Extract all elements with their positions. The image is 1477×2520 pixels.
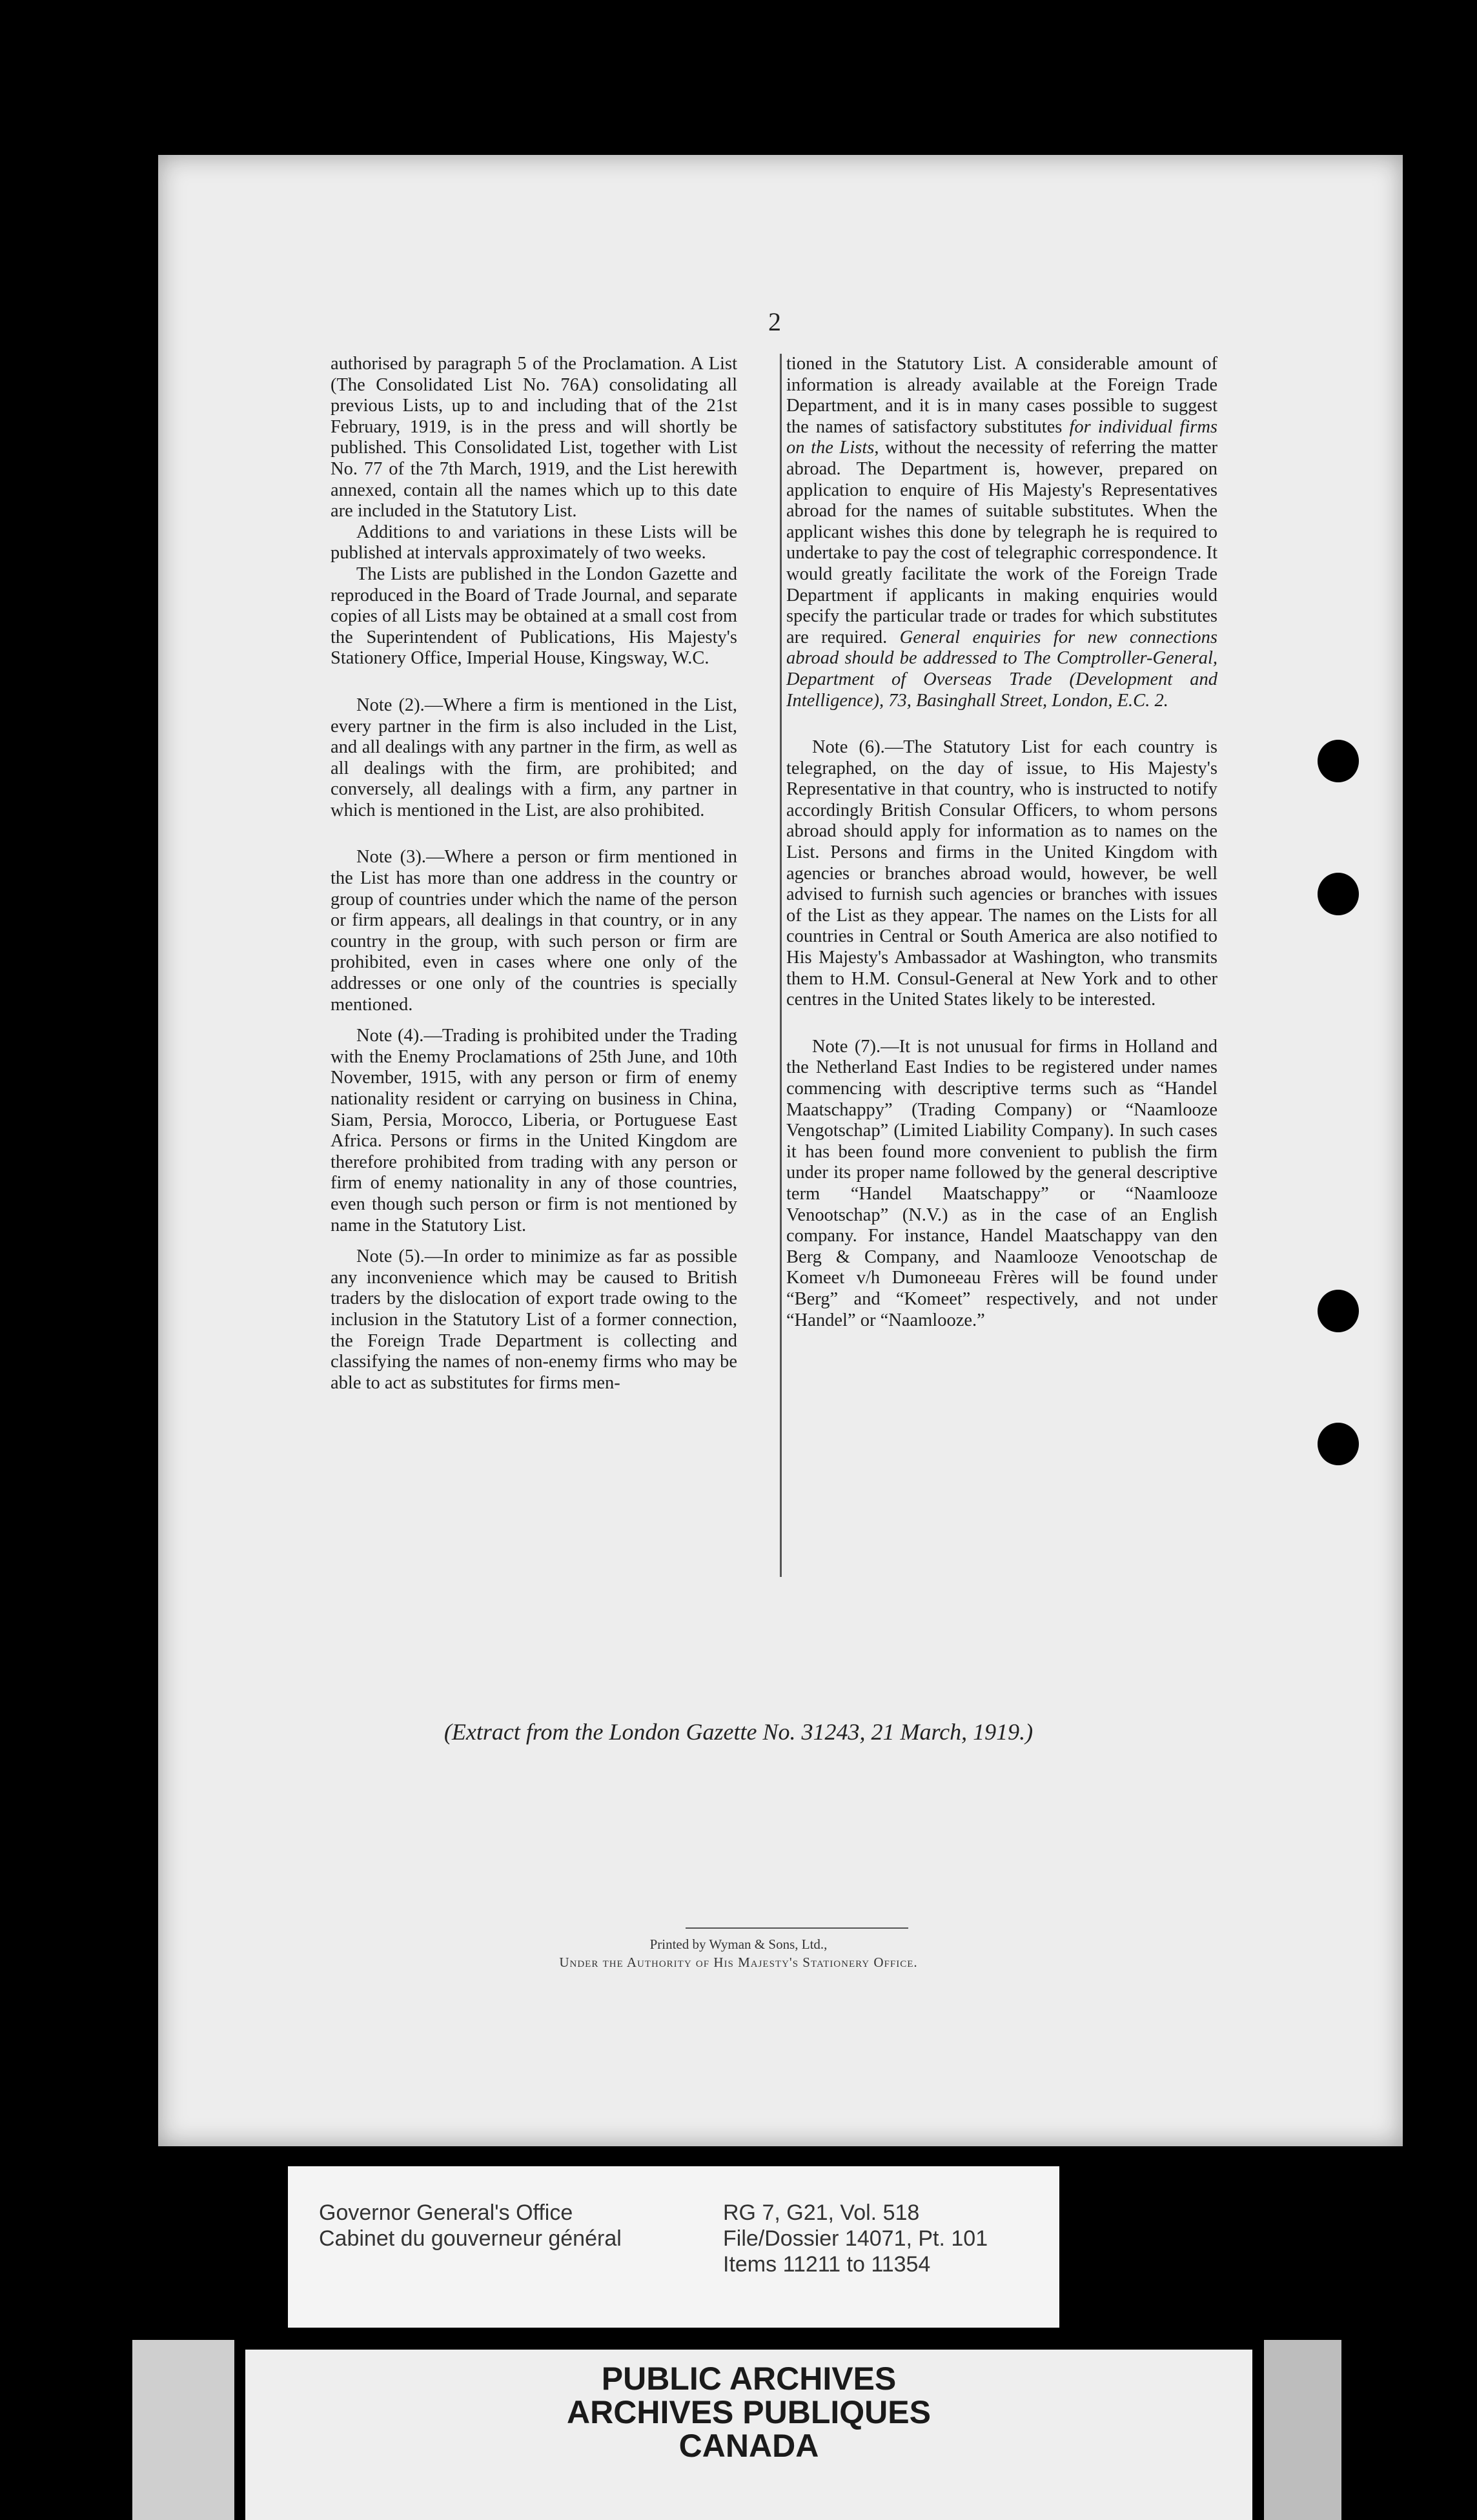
archive-office: [319, 2200, 622, 2251]
note-3: Note (3).—Where a person or firm mentioned in the List has more than one address in the country or group of countries under which the name of the person or firm appears, all dealings in that country, or in any country in the group, with such person or firm are prohibited, even in cases where one only of the addresses or one only of the countries is specially mentioned.: [331, 847, 737, 1015]
note-7: Note (7).—It is not unusual for firms in Holland and the Netherland East Indies to be registered under names commencing with descriptive terms such as “Handel Maatschappy” (Trading Company) or “Naamlooze Vengotschap” (Limited Liability Company). In such cases it has been found more convenient to publish the firm under its proper name followed by the general descriptive term “Handel Maatschappy” or “Naamlooze Venootschap” (N.V.) as in the case of an English company. For instance, Handel Maatschappy van den Berg & Company, and Naamlooze Venootschap de Komeet v/h Dumoneeau Frères will be found under “Berg” and “Komeet” respectively, and not under “Handel” or “Naamlooze.”: [786, 1036, 1217, 1330]
printer-line-1: Printed by Wyman & Sons, Ltd.,: [649, 1936, 828, 1952]
page-number: 2: [768, 307, 781, 336]
paragraph-substitutes: [786, 354, 1217, 711]
paragraph-lists-published: The Lists are published in the London Gazette and reproduced in the Board of Trade Journal, and separate copies of all Lists may be obtained at a small cost from the Superintendent of Publications, His Majesty's Stationery Office, Imperial House, Kingsway, W.C.: [331, 564, 737, 669]
substitutes-italic: for individual firms on the Lists: [786, 416, 1218, 458]
archive-reference: [723, 2200, 988, 2277]
gazette-extract-line: (Extract from the London Gazette No. 31243, 21 March, 1919.): [443, 1719, 1034, 1745]
note-5: Note (5).—In order to minimize as far as possible any inconvenience which may be caused to British traders by the dislocation of export trade owing to the inclusion in the Statutory List of a former connection, the Foreign Trade Department is collecting and classifying the names of non-enemy firms who may be able to act as substitutes for firms men-: [331, 1246, 737, 1393]
film-margin-left: [132, 2340, 234, 2520]
stamp-line-1: PUBLIC ARCHIVES: [601, 2361, 897, 2397]
items-range: Items 11211 to 11354: [723, 2252, 931, 2277]
left-column: [331, 354, 737, 1394]
note-6: Note (6).—The Statutory List for each country is telegraphed, on the day of issue, to His Majesty's Representative in that country, who is instructed to notify accordingly British Consular Officers, to whom persons abroad should apply for information as to names on the List. Persons and firms in the United Kingdom with agencies or branches abroad would, however, be well advised to furnish such agencies or branches with issues of the List as they appear. The names on the Lists for all countries in Central or South America are also notified to His Majesty's Ambassador at Washington, who transmits them to H.M. Consul-General at New York and to other centres in the United States likely to be interested.: [786, 737, 1217, 1010]
archive-reference-tag: [288, 2166, 1059, 2328]
office-french: Cabinet du gouverneur général: [319, 2226, 622, 2251]
right-column: [786, 354, 1217, 1331]
stamp-line-3: CANADA: [678, 2428, 819, 2464]
punch-hole: [1318, 1423, 1359, 1465]
record-group: RG 7, G21, Vol. 518: [723, 2200, 920, 2225]
punch-hole: [1318, 873, 1359, 915]
note-2: Note (2).—Where a firm is mentioned in the List, every partner in the firm is also included in the List, and all dealings with any partner in the firm, as well as all dealings with the firm, are prohibited; and conversely, all dealings with a firm, any partner in which is mentioned in the List, are also prohibited.: [331, 695, 737, 820]
office-english: Governor General's Office: [319, 2200, 573, 2225]
file-dossier: File/Dossier 14071, Pt. 101: [723, 2226, 988, 2251]
punch-hole: [1318, 740, 1359, 782]
printer-line-2: Under the Authority of His Majesty's Stationery Office.: [559, 1955, 918, 1970]
archives-stamp: [245, 2350, 1252, 2520]
paragraph-authorised: authorised by paragraph 5 of the Proclamation. A List (The Consolidated List No. 76A) consolidating all previous Lists, up to and including that of the 21st February, 1919, is in the press and will shortly be published. This Consolidated List, together with List No. 77 of the 7th March, 1919, and the List herewith annexed, contain all the names which up to this date are included in the Statutory List.: [331, 354, 737, 522]
substitutes-text-cont: , without the necessity of referring the matter abroad. The Department is, however, prepared on application to enquire of His Majesty's Representatives abroad for the names of suitable substitutes. When the applicant wishes this done by telegraph he is required to undertake to pay the cost of telegraphic correspondence. It would greatly facilitate the work of the Foreign Trade Department if applicants in making enquiries would specify the particular trade or trades for which substitutes are required.: [786, 438, 1218, 647]
column-divider: [780, 354, 782, 1577]
stamp-line-2: ARCHIVES PUBLIQUES: [567, 2394, 931, 2430]
film-margin-right: [1264, 2340, 1341, 2520]
punch-hole: [1318, 1290, 1359, 1332]
note-4: Note (4).—Trading is prohibited under the Trading with the Enemy Proclamations of 25th June, and 10th November, 1915, with any person or firm of enemy nationality resident or carrying on business in China, Siam, Persia, Morocco, Liberia, or Portuguese East Africa. Persons or firms in the United Kingdom are therefore prohibited from trading with any person or firm of enemy nationality in any of those countries, even though such person or firm is not mentioned by name in the Statutory List.: [331, 1026, 737, 1235]
printer-imprint: [0, 1935, 1477, 1971]
substitutes-text: tioned in the Statutory List. A considerable amount of information is already available at the Foreign Trade Department, and it is in many cases possible to suggest the names of satisfactory substitutes: [786, 354, 1217, 437]
paragraph-additions: Additions to and variations in these Lists will be published at intervals approximately of two weeks.: [331, 522, 737, 564]
general-enquiries-italic: General enquiries for new connections abroad should be addressed to The Comptroller-General, Department of Overseas Trade (Development and Intelligence), 73, Basinghall Street, London, E.C. 2.: [786, 627, 1217, 711]
printer-rule: [686, 1927, 908, 1929]
